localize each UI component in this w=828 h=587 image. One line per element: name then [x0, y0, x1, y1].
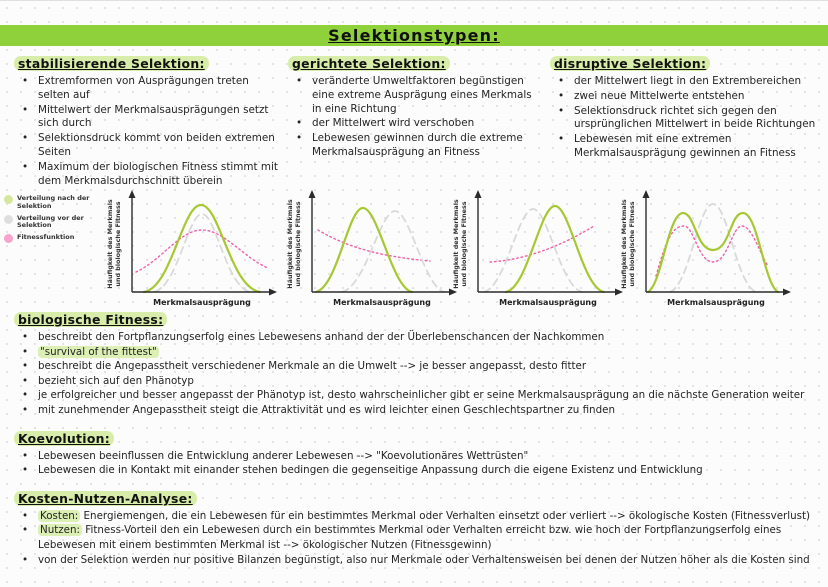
- list-item: [14, 553, 824, 568]
- section-kosten-nutzen-analyse: [14, 488, 824, 567]
- list-item: [14, 359, 824, 374]
- y-axis-label-line2: und biologische Fitness: [460, 201, 468, 287]
- y-axis-label-line1: Häufigkeit des Merkmals: [620, 199, 628, 289]
- legend-item-before-selection: [4, 215, 106, 231]
- legend-swatch-gray-icon: [4, 215, 13, 224]
- column-gerichtete-selektion: [288, 53, 544, 161]
- list-item: [14, 403, 824, 418]
- list-item: [14, 345, 824, 360]
- column-stabilisierende-selektion: [14, 53, 282, 190]
- bullet-text: je erfolgreicher und besser angepasst der Phänotyp ist, desto wahrscheinlicher gibt er seine Merkmalsausprägung an die nächste Generation weiter: [38, 389, 805, 402]
- list-item: [14, 523, 824, 552]
- disruptive-selection-graph: [616, 186, 796, 310]
- list-item: [14, 463, 824, 478]
- list-item: [288, 117, 544, 131]
- bullet-text: beschreibt den Fortpflanzungserfolg eines Lebewesens anhand der der Überlebenschancen der Nachkommen: [38, 331, 605, 343]
- list-item: [14, 104, 282, 132]
- bullet-text: Maximum der biologischen Fitness stimmt mit dem Merkmalsdurchschnitt überein: [38, 160, 278, 187]
- bullet-list: [14, 509, 824, 567]
- bullet-text: Lebewesen beeinflussen die Entwicklung anderer Lebewesen --> "Koevolutionäres Wettrüsten": [38, 449, 529, 462]
- list-item: [14, 374, 824, 389]
- list-item: [14, 75, 282, 103]
- nutzen-label: Nutzen:: [40, 524, 81, 537]
- heading-disruptive-selektion: disruptive Selektion:: [550, 56, 710, 71]
- x-axis-label: Merkmalsausprägung: [667, 298, 765, 307]
- column-disruptive-selektion: [550, 53, 818, 162]
- bullet-text: von der Selektion werden nur positive Bilanzen begünstigt, also nur Merkmale oder Verhaltensweisen bei denen der Nutzen höher als die Kosten sind: [38, 553, 810, 566]
- bullet-text: Lebewesen mit eine extremen Merkmalsausprägung gewinnen an Fitness: [574, 133, 796, 160]
- directional-selection-left-graph: [282, 186, 462, 310]
- kosten-label: Kosten:: [40, 509, 79, 522]
- x-axis-label: Merkmalsausprägung: [153, 298, 251, 307]
- heading-koevolution: Koevolution:: [14, 431, 114, 446]
- bullet-text: Extremformen von Ausprägungen treten selten auf: [38, 75, 249, 101]
- page-title: Selektionstypen:: [328, 26, 500, 45]
- list-item: [550, 75, 818, 89]
- bullet-text: beschreibt die Angepasstheit verschiedener Merkmale an die Umwelt --> je besser angepasst, desto fitter: [38, 360, 587, 373]
- list-item: [14, 330, 824, 345]
- bullet-text: der Mittelwert wird verschoben: [312, 117, 475, 130]
- y-axis-label-line2: und biologische Fitness: [114, 201, 122, 287]
- legend-label: Verteilung nach der Selektion: [17, 194, 90, 210]
- bullet-text: Selektionsdruck kommt von beiden extremen Seiten: [38, 132, 275, 159]
- bullet-list: [14, 330, 824, 418]
- y-axis-label-line1: Häufigkeit des Merkmals: [106, 199, 114, 289]
- list-item: [550, 133, 818, 161]
- list-item: [14, 388, 824, 403]
- bullet-text: der Mittelwert liegt in den Extrembereichen: [574, 75, 802, 87]
- y-axis-label-line1: Häufigkeit des Merkmals: [286, 199, 294, 289]
- legend-item-after-selection: [4, 195, 106, 211]
- bullet-text: Mittelwert der Merkmalsausprägungen setzt sich durch: [38, 103, 269, 130]
- bullet-list: [14, 75, 282, 189]
- bullet-text: bezieht sich auf den Phänotyp: [38, 374, 194, 387]
- bullet-text: Energiemengen, die ein Lebewesen für ein bestimmtes Merkmal oder Verhalten einsetzt oder verliert --> ökologische Kosten (Fitnessverlust): [80, 509, 811, 522]
- bullet-text: veränderte Umweltfaktoren begünstigen eine extreme Ausprägung eines Merkmals in eine Richtung: [312, 75, 532, 115]
- x-axis-label: Merkmalsausprägung: [333, 298, 431, 307]
- chart-legend: [4, 195, 106, 247]
- section-koevolution: [14, 428, 824, 478]
- heading-gerichtete-selektion: gerichtete Selektion:: [288, 56, 450, 71]
- list-item: [14, 509, 824, 524]
- list-item: [288, 75, 544, 116]
- bullet-text: mit zunehmender Angepasstheit steigt die Attraktivität und es wird leichter einen Geschlechtspartner zu finden: [38, 404, 615, 417]
- bullet-list: [550, 75, 818, 161]
- bottom-sections: [14, 309, 824, 577]
- legend-swatch-pink-icon: [4, 234, 13, 243]
- bullet-list: [288, 75, 544, 160]
- list-item: [14, 132, 282, 160]
- bullet-text: Selektionsdruck richtet sich gegen den ursprünglichen Mittelwert in beide Richtungen: [574, 104, 816, 131]
- heading-stabilisierende-selektion: stabilisierende Selektion:: [14, 56, 209, 71]
- section-biologische-fitness: [14, 309, 824, 418]
- list-item: [550, 105, 818, 133]
- y-axis-label-line1: Häufigkeit des Merkmals: [452, 199, 460, 289]
- stabilizing-selection-graph: [102, 186, 282, 310]
- legend-label: Verteilung vor der Selektion: [17, 213, 84, 230]
- heading-biologische-fitness: biologische Fitness:: [14, 312, 167, 327]
- directional-selection-right-graph: [448, 186, 628, 310]
- heading-kosten-nutzen-analyse: Kosten-Nutzen-Analyse:: [14, 491, 197, 506]
- list-item: [14, 449, 824, 464]
- legend-swatch-green-icon: [4, 195, 13, 204]
- legend-item-fitness-function: [4, 234, 106, 243]
- bullet-text: Lebewesen die in Kontakt mit einander stehen bedingen die gegenseitige Anpassung durch die eigene Existenz und Entwicklung: [38, 464, 703, 477]
- list-item: [288, 132, 544, 160]
- list-item: [14, 161, 282, 189]
- y-axis-label-line2: und biologische Fitness: [628, 201, 636, 287]
- title-banner: [0, 25, 828, 46]
- bullet-text: Lebewesen gewinnen durch die extreme Merkmalsausprägung an Fitness: [312, 132, 523, 159]
- bullet-text: zwei neue Mittelwerte entstehen: [574, 89, 745, 102]
- highlighted-bullet-text: "survival of the fittest": [40, 345, 157, 358]
- bullet-list: [14, 449, 824, 478]
- y-axis-label-line2: und biologische Fitness: [294, 201, 302, 287]
- bullet-text: Fitness-Vorteil den ein Lebewesen durch ein bestimmtes Merkmal oder Verhalten erreicht bzw. wie hoch der Fortpflanzungserfolg eines Lebewesen mit einem bestimmten Merkmal ist --> ökologischer Nutzen (Fitnessgewinn): [38, 524, 782, 552]
- list-item: [550, 90, 818, 104]
- legend-label: Fitnessfunktion: [17, 233, 75, 242]
- x-axis-label: Merkmalsausprägung: [499, 298, 597, 307]
